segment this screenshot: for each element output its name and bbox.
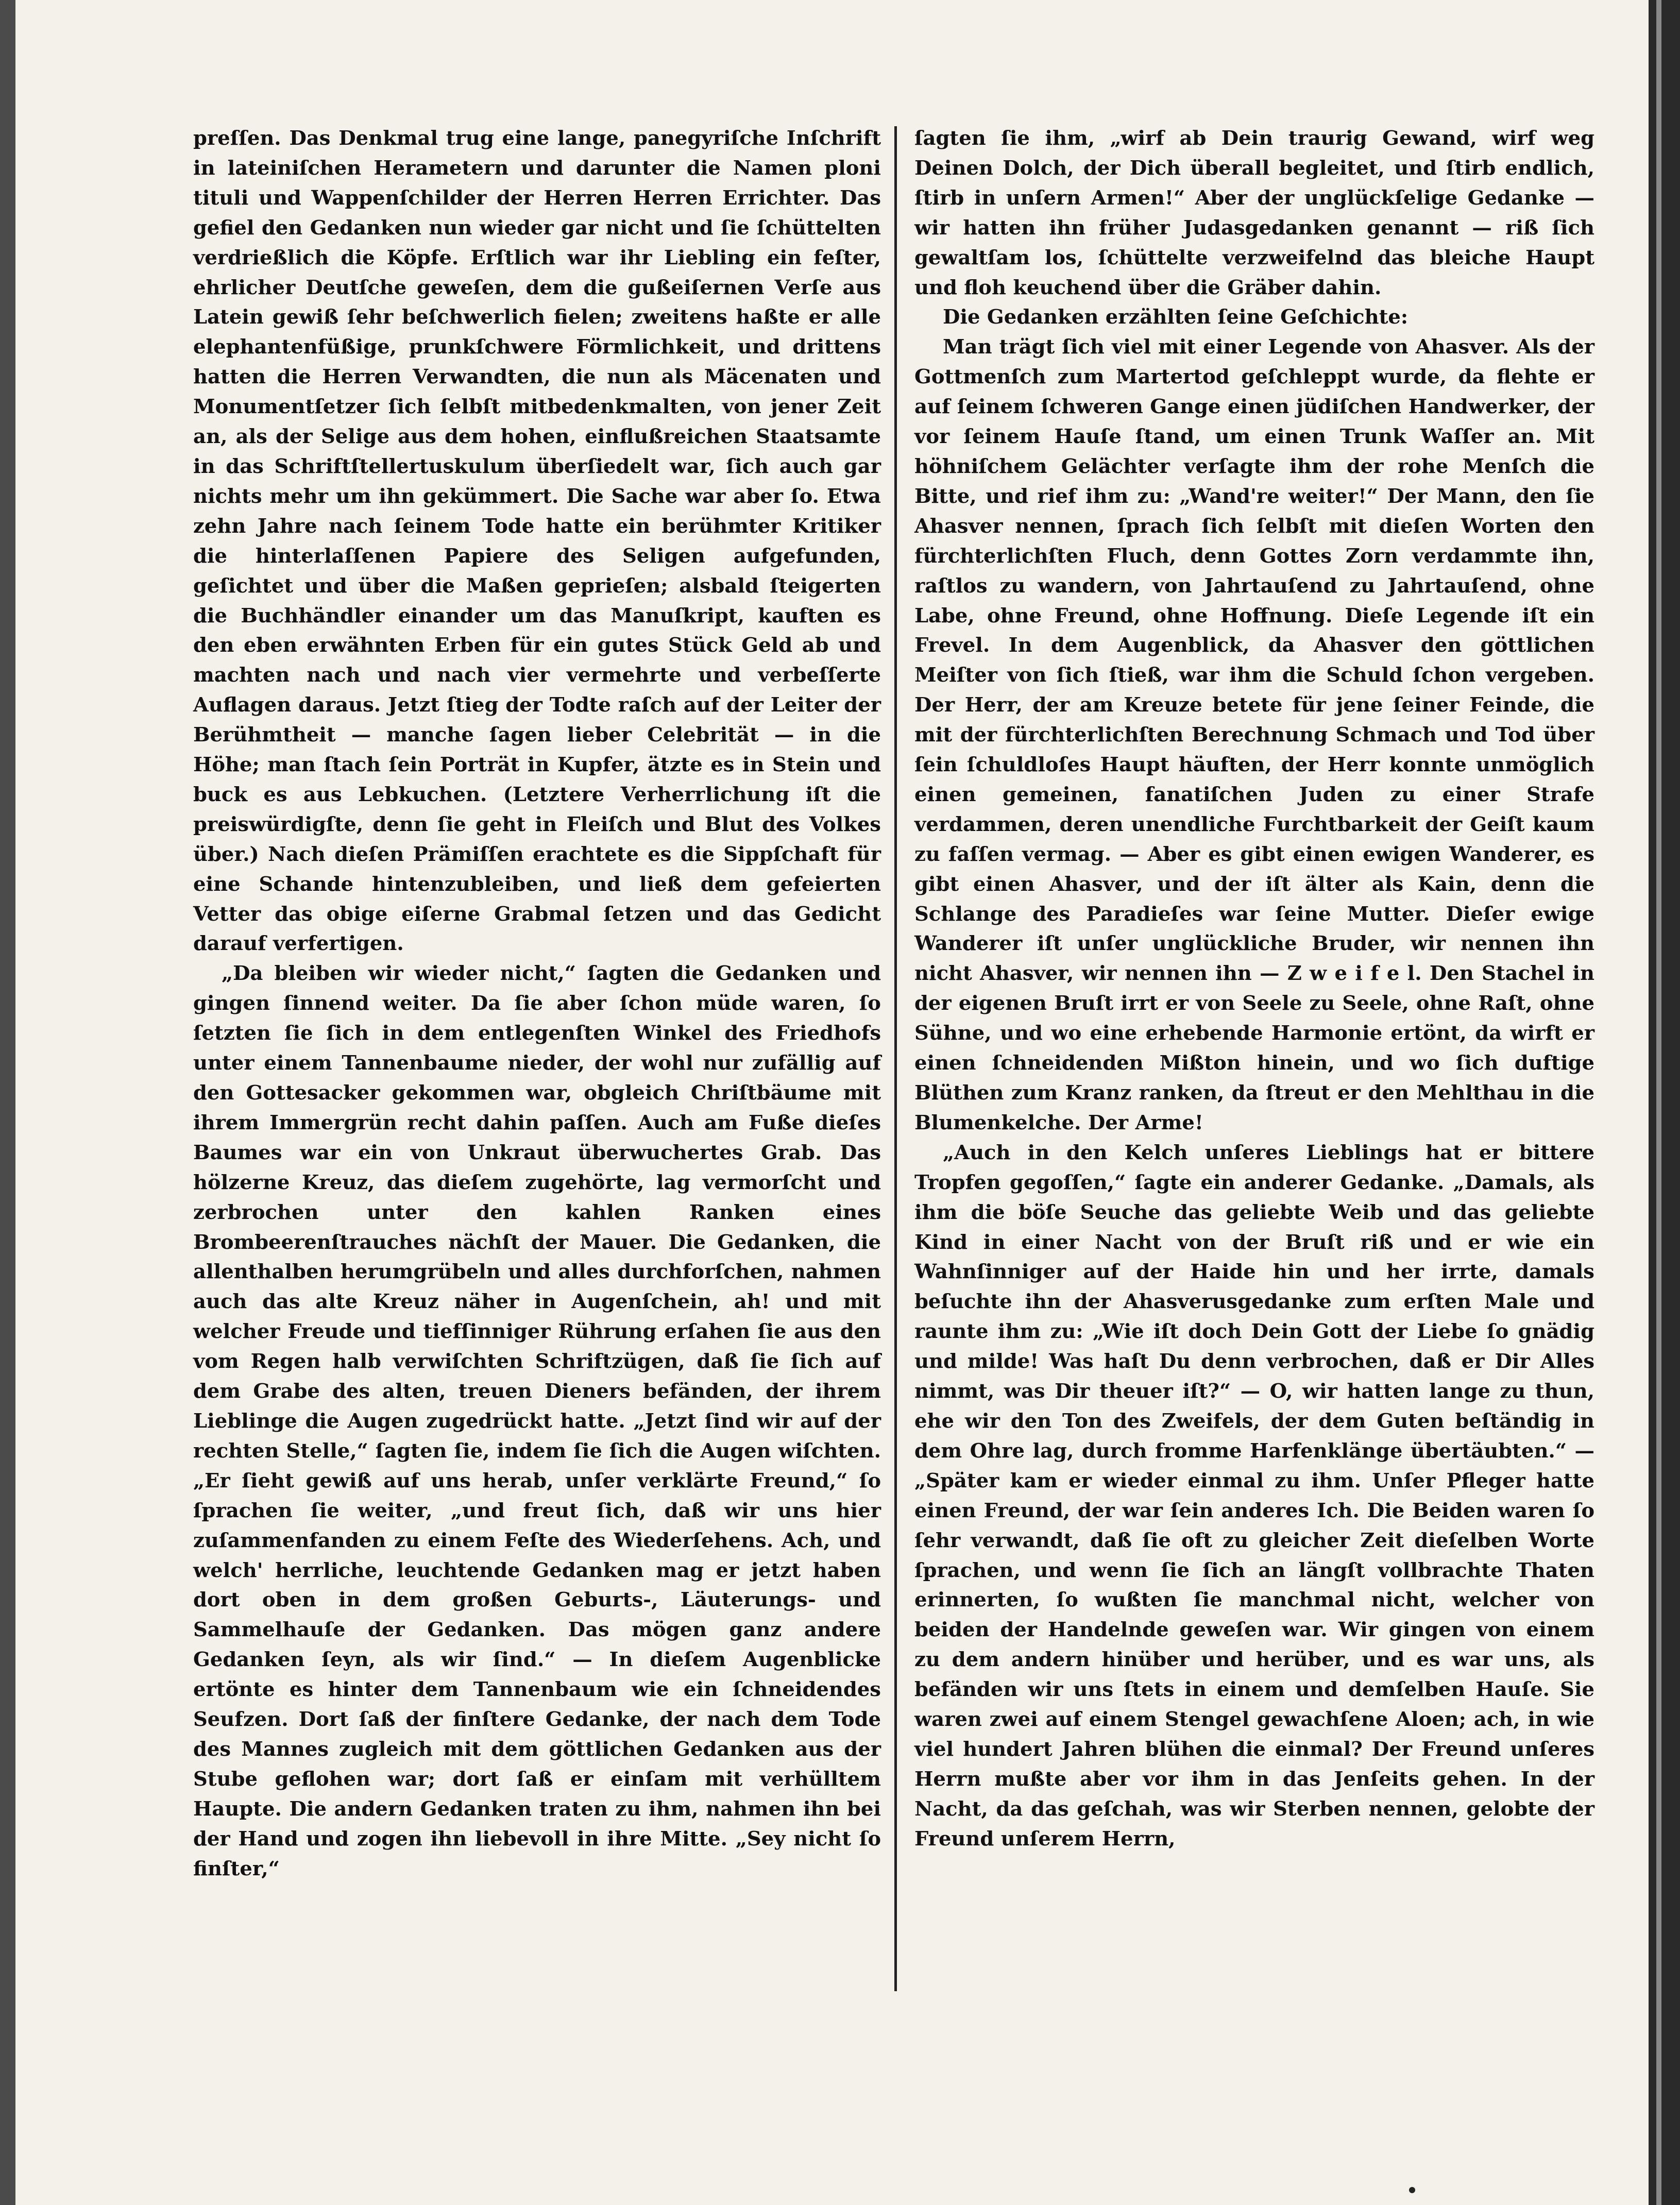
adjacent-page-edge	[1656, 0, 1661, 2205]
left-paragraph-2: „Da bleiben wir wieder nicht,“ ſagten die Gedanken und gingen ſinnend weiter. Da ſie aber ſchon müde waren, ſo ſetzten ſie ſich in dem entlegenſten Winkel des Friedhofs unter einem Tannenbaume nieder, der wohl nur zufällig auf den Gottesacker gekommen war, obgleich Chriſtbäume mit ihrem Immergrün recht dahin paſſen. Auch am Fuße dieſes Baumes war ein von Unkraut überwuchertes Grab. Das hölzerne Kreuz, das dieſem zugehörte, lag vermorſcht und zerbrochen unter den kahlen Ranken eines Brombeerenſtrauches nächſt der Mauer. Die Gedanken, die allenthalben herumgrübeln und alles durchforſchen, nahmen auch das alte Kreuz näher in Augenſchein, ah! und mit welcher Freude und tiefſinniger Rührung erſahen ſie aus den vom Regen halb verwiſchten Schriftzügen, daß ſie ſich auf dem Grabe des alten, treuen Dieners befänden, der ihrem Lieblinge die Augen zugedrückt hatte. „Jetzt ſind wir auf der rechten Stelle,“ ſagten ſie, indem ſie ſich die Augen wiſchten. „Er ſieht gewiß auf uns herab, unſer verklärte Freund,“ ſo ſprachen ſie weiter, „und freut ſich, daß wir uns hier zuſammenfanden zu einem Feſte des Wiederſehens. Ach, und welch' herrliche, leuchtende Gedanken mag er jetzt haben dort oben in dem großen Geburts-, Läuterungs- und Sammelhauſe der Gedanken. Das mögen ganz andere Gedanken ſeyn, als wir ſind.“ — In dieſem Augenblicke ertönte es hinter dem Tannenbaum wie ein ſchneidendes Seufzen. Dort ſaß der finſtere Gedanke, der nach dem Tode des Mannes zugleich mit dem göttlichen Gedanken aus der Stube geflohen war; dort ſaß er einſam mit verhülltem Haupte. Die andern Gedanken traten zu ihm, nahmen ihn bei der Hand und zogen ihn liebevoll in ihre Mitte. „Sey nicht ſo finſter,“	[193, 962, 881, 1880]
right-paragraph-4: „Auch in den Kelch unſeres Lieblings hat er bittere Tropfen gegoſſen,“ ſagte ein anderer Gedanke. „Damals, als ihm die böſe Seuche das geliebte Weib und das geliebte Kind in einer Nacht von der Bruſt riß und er wie ein Wahnſinniger auf der Haide hin und her irrte, damals beſuchte ihn der Ahasverusgedanke zum erſten Male und raunte ihm zu: „Wie iſt doch Dein Gott der Liebe ſo gnädig und milde! Was haſt Du denn verbrochen, daß er Dir Alles nimmt, was Dir theuer iſt?“ — O, wir hatten lange zu thun, ehe wir den Ton des Zweifels, der dem Guten beſtändig in dem Ohre lag, durch fromme Harfenklänge übertäubten.“ — „Später kam er wieder einmal zu ihm. Unſer Pfleger hatte einen Freund, der war ſein anderes Ich. Die Beiden waren ſo ſehr verwandt, daß ſie oft zu gleicher Zeit dieſelben Worte ſprachen, und wenn ſie ſich an längſt vollbrachte Thaten erinnerten, ſo wußten ſie manchmal nicht, welcher von beiden der Handelnde geweſen war. Wir gingen von einem zu dem andern hinüber und herüber, und es war uns, als befänden wir uns ſtets in einem und demſelben Hauſe. Sie waren zwei auf einem Stengel gewachſene Aloen; ach, in wie viel hundert Jahren blühen die einmal? Der Freund unſeres Herrn mußte aber vor ihm in das Jenſeits gehen. In der Nacht, da das geſchah, was wir Sterben nennen, gelobte der Freund unſerem Herrn,	[914, 1141, 1594, 1851]
ink-dot	[1409, 2187, 1415, 2193]
left-column	[193, 124, 881, 1884]
right-paragraph-2: Die Gedanken erzählten ſeine Geſchichte:	[943, 306, 1409, 329]
column-divider	[894, 126, 897, 1991]
left-paragraph-1: preſſen. Das Denkmal trug eine lange, panegyriſche Inſchrift in lateiniſchen Herametern und darunter die Namen ploni tituli und Wappenſchilder der Herren Herren Errichter. Das gefiel den Gedanken nun wieder gar nicht und ſie ſchüttelten verdrießlich die Köpfe. Erſtlich war ihr Liebling ein feſter, ehrlicher Deutſche geweſen, dem die gußeiſernen Verſe aus Latein gewiß ſehr beſchwerlich fielen; zweitens haßte er alle elephantenfüßige, prunkſchwere Förmlichkeit, und drittens hatten die Herren Verwandten, die nun als Mäcenaten und Monumentſetzer ſich ſelbſt mitbedenkmalten, von jener Zeit an, als der Selige aus dem hohen, einflußreichen Staatsamte in das Schriftſtellertuskulum überſiedelt war, ſich auch gar nichts mehr um ihn gekümmert. Die Sache war aber ſo. Etwa zehn Jahre nach ſeinem Tode hatte ein berühmter Kritiker die hinterlaſſenen Papiere des Seligen aufgefunden, geſichtet und über die Maßen geprieſen; alsbald ſteigerten die Buchhändler einander um das Manuſkript, kauften es den eben erwähnten Erben für ein gutes Stück Geld ab und machten nach und nach vier vermehrte und verbeſſerte Auflagen daraus. Jetzt ſtieg der Todte raſch auf der Leiter der Berühmtheit — manche ſagen lieber Celebrität — in die Höhe; man ſtach ſein Porträt in Kupfer, ätzte es in Stein und buck es aus Lebkuchen. (Letztere Verherrlichung iſt die preiswürdigſte, denn ſie geht in Fleiſch und Blut des Volkes über.) Nach dieſen Prämiſſen erachtete es die Sippſchaft für eine Schande hintenzubleiben, und ließ dem gefeierten Vetter das obige eiſerne Grabmal ſetzen und das Gedicht darauf verfertigen.	[193, 127, 881, 956]
right-paragraph-1: ſagten ſie ihm, „wirf ab Dein traurig Gewand, wirf weg Deinen Dolch, der Dich überall begleitet, und ſtirb endlich, ſtirb in unſern Armen!“ Aber der unglückſelige Gedanke — wir hatten ihn früher Judasgedanken genannt — riß ſich gewaltſam los, ſchüttelte verzweifelnd das bleiche Haupt und floh keuchend über die Gräber dahin.	[914, 127, 1594, 299]
page-edge-shadow	[1649, 0, 1680, 2205]
right-column	[914, 124, 1594, 1854]
right-paragraph-3: Man trägt ſich viel mit einer Legende von Ahasver. Als der Gottmenſch zum Martertod geſchleppt wurde, da flehte er auf ſeinem ſchweren Gange einen jüdiſchen Handwerker, der vor ſeinem Hauſe ſtand, um einen Trunk Waſſer an. Mit höhniſchem Gelächter verſagte ihm der rohe Menſch die Bitte, und rief ihm zu: „Wand're weiter!“ Der Mann, den ſie Ahasver nennen, ſprach ſich ſelbſt mit dieſen Worten den fürchterlichſten Fluch, denn Gottes Zorn verdammte ihn, raſtlos zu wandern, von Jahrtauſend zu Jahrtauſend, ohne Labe, ohne Freund, ohne Hoffnung. Dieſe Legende iſt ein Frevel. In dem Augenblick, da Ahasver den göttlichen Meiſter von ſich ſtieß, war ihm die Schuld ſchon vergeben. Der Herr, der am Kreuze betete für jene ſeiner Feinde, die mit der fürchterlichſten Berechnung Schmach und Tod über ſein ſchuldloſes Haupt häuften, der Herr konnte unmöglich einen gemeinen, fanatiſchen Juden zu einer Strafe verdammen, deren unendliche Furchtbarkeit der Geiſt kaum zu faſſen vermag. — Aber es gibt einen ewigen Wanderer, es gibt einen Ahasver, und der iſt älter als Kain, denn die Schlange des Paradieſes war ſeine Mutter. Dieſer ewige Wanderer iſt unſer unglückliche Bruder, wir nennen ihn nicht Ahasver, wir nennen ihn — Z w e i f e l. Den Stachel in der eigenen Bruſt irrt er von Seele zu Seele, ohne Raſt, ohne Sühne, und wo eine erhebende Harmonie ertönt, da wirft er einen ſchneidenden Mißton hinein, und wo ſich duftige Blüthen zum Kranz ranken, da ſtreut er den Mehlthau in die Blumenkelche. Der Arme!	[914, 335, 1594, 1134]
